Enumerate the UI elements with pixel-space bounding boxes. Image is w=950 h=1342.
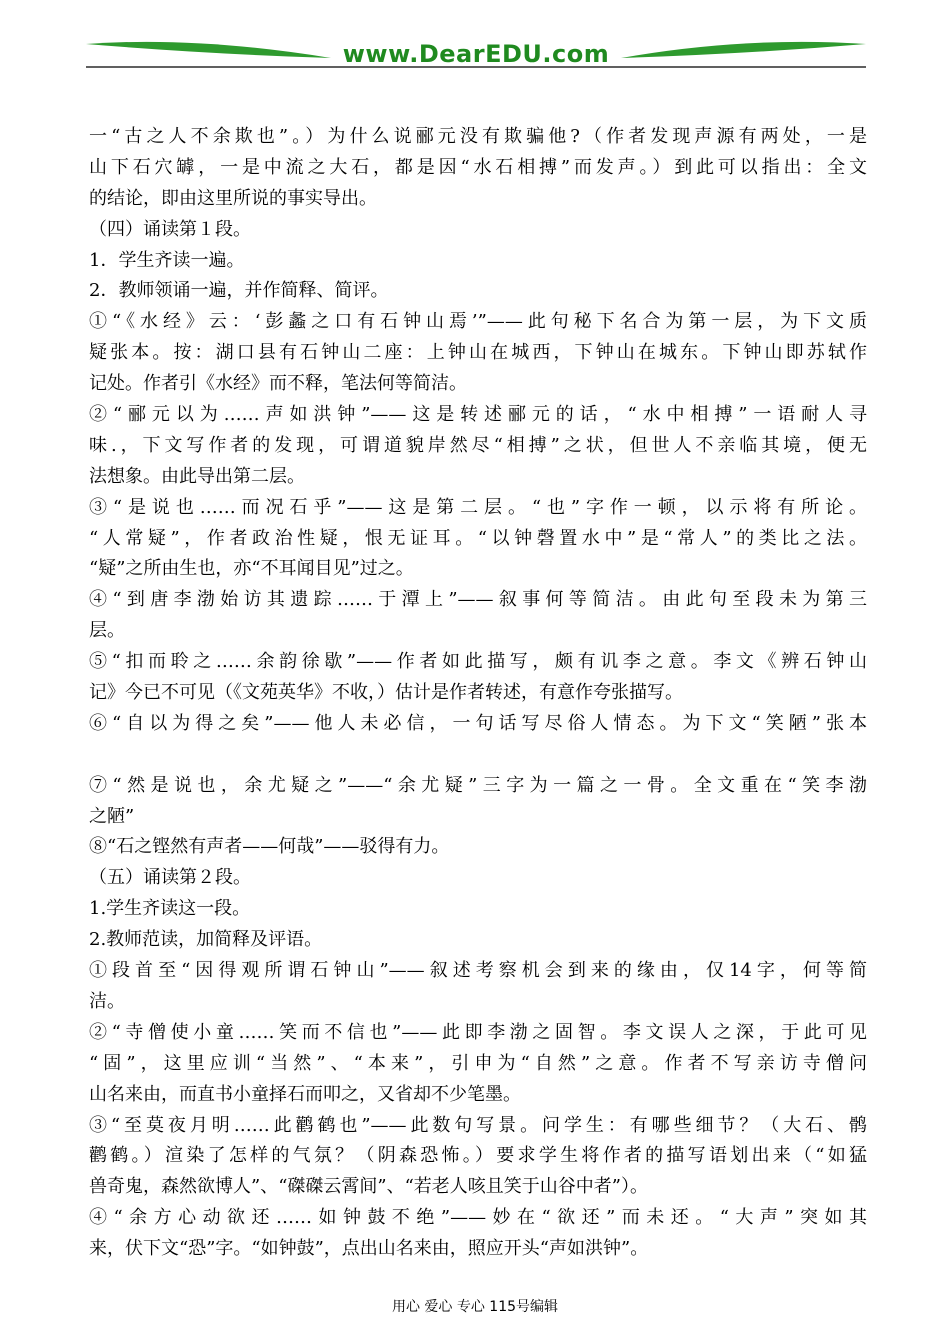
- text-line: ⑧“石之铿然有声者——何哉”——驳得有力。: [89, 836, 450, 858]
- text-line: 1．学生齐读一遍。: [89, 249, 245, 271]
- text-line: 记》今已不可见（《文苑英华》不收，）估计是作者转述，有意作夸张描写。: [89, 682, 683, 704]
- page-footer: 用心 爱心 专心 115号编辑: [391, 1299, 559, 1315]
- text-line: ④“到唐李渤始访其遗踪……于潭上”——叙事何等简洁。由此句至段未为第三: [89, 589, 867, 611]
- text-line: （五）诵读第２段。: [89, 867, 251, 889]
- text-line: 兽奇鬼，森然欲博人”、“磔磔云霄间”、“若老人咳且笑于山谷中者”）。: [89, 1176, 649, 1198]
- text-line: （四）诵读第１段。: [89, 218, 251, 240]
- text-line: ③“至莫夜月明……此鹳鹤也”——此数句写景。问学生：有哪些细节？（大石、鹘: [89, 1114, 867, 1136]
- text-line: 记处。作者引《水经》而不释，笔法何等简洁。: [89, 373, 467, 395]
- text-line: ④“余方心动欲还……如钟鼓不绝”——妙在“欲还”而未还。“大声”突如其: [89, 1207, 867, 1229]
- text-line: ②“郦元以为……声如洪钟”——这是转述郦元的话，“水中相搏”一语耐人寻: [89, 404, 867, 426]
- text-line: ⑤“扣而聆之……余韵徐歇”——作者如此描写，颇有讥李之意。李文《辨石钟山: [89, 651, 867, 673]
- text-line: 味.，下文写作者的发现，可谓道貌岸然尽“相搏”之状，但世人不亲临其境，便无: [89, 434, 867, 456]
- text-line: 2.教师范读，加简释及评语。: [89, 929, 323, 951]
- text-line: ①段首至“因得观所谓石钟山”——叙述考察机会到来的缘由，仅14字，何等简: [89, 960, 867, 982]
- text-line: 之陋”: [89, 805, 135, 827]
- text-line: 2．教师领诵一遍，并作简释、简评。: [89, 280, 389, 302]
- text-line: 疑张本。按：湖口县有石钟山二座：上钟山在城西，下钟山在城东。下钟山即苏轼作: [89, 342, 867, 364]
- site-name: www.DearEDU.com: [342, 40, 610, 68]
- text-line: ①“《水经》云：‘彭蠡之口有石钟山焉’”——此句秘下名合为第一层，为下文质: [89, 311, 867, 333]
- text-line: 鹳鹤。）渲染了怎样的气氛？（阴森恐怖。）要求学生将作者的描写语划出来（“如猛: [89, 1145, 867, 1167]
- text-line: ⑦“然是说也，余尤疑之”——“余尤疑”三字为一篇之一骨。全文重在“笑李渤: [89, 774, 867, 796]
- text-line: “固”，这里应训“当然”、“本来”，引申为“自然”之意。作者不写亲访寺僧问: [89, 1052, 867, 1074]
- text-line: ⑥“自以为得之矣”——他人未必信，一句话写尽俗人情态。为下文“笑陋”张本: [89, 712, 867, 734]
- text-line: 层。: [89, 620, 125, 642]
- text-line: 来，伏下文“恐”字。“如钟鼓”，点出山名来由，照应开头“声如洪钟”。: [89, 1238, 649, 1260]
- text-line: 洁。: [89, 990, 125, 1012]
- text-line: “疑”之所由生也，亦“不耳闻目见”过之。: [89, 558, 414, 580]
- text-line: “人常疑”，作者政治性疑，恨无证耳。“以钟磬置水中”是“常人”的类比之法。: [89, 527, 867, 549]
- text-line: 山名来由，而直书小童择石而叩之，又省却不少笔墨。: [89, 1083, 521, 1105]
- text-line: 山下石穴罅，一是中流之大石，都是因“水石相搏”而发声。）到此可以指出：全文: [89, 156, 867, 178]
- text-line: 法想象。由此导出第二层。: [89, 465, 305, 487]
- text-line: [89, 740, 867, 771]
- site-header: [86, 34, 866, 74]
- text-line: 1.学生齐读这一段。: [89, 898, 251, 920]
- text-line: 一“古之人不余欺也”。）为什么说郦元没有欺骗他?（作者发现声源有两处，一是: [89, 126, 867, 147]
- text-line: ②“寺僧使小童……笑而不信也”——此即李渤之固智。李文误人之深，于此可见: [89, 1021, 867, 1043]
- document-body: [89, 122, 867, 1265]
- text-line: 的结论，即由这里所说的事实导出。: [89, 187, 377, 209]
- text-line: ③“是说也……而况石乎”——这是第二层。“也”字作一顿，以示将有所论。: [89, 496, 867, 518]
